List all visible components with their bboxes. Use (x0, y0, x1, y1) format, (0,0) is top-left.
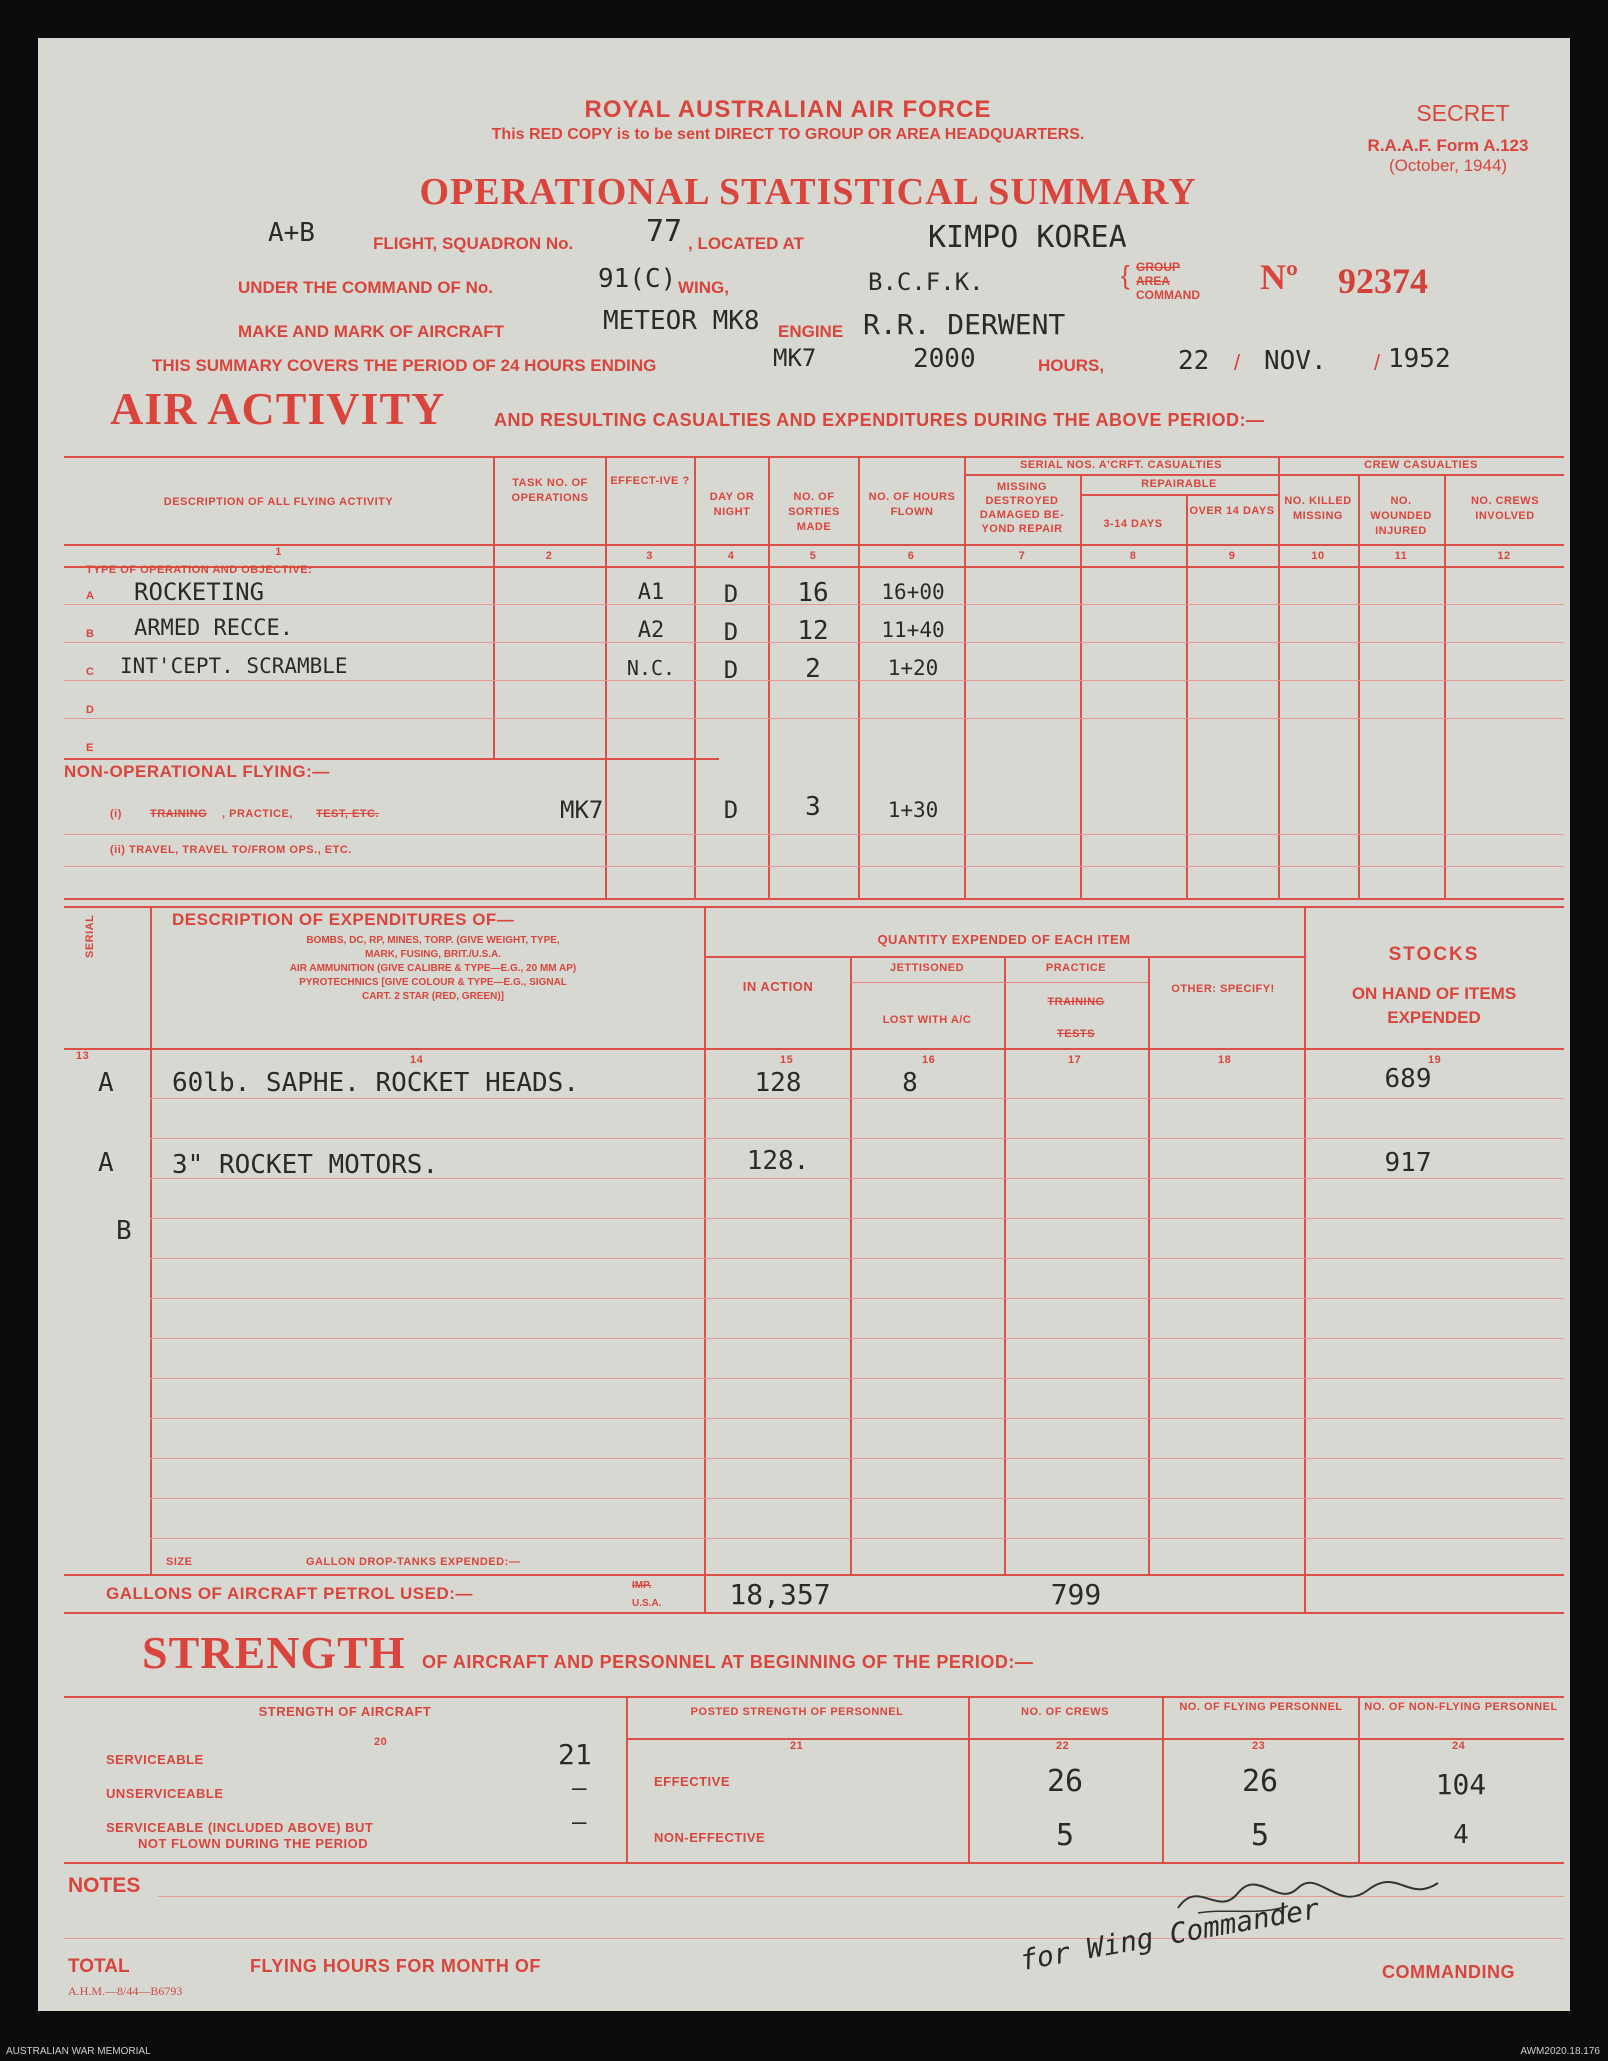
colnum-23: 23 (1252, 1740, 1266, 1752)
col-desc-header: DESCRIPTION OF ALL FLYING ACTIVITY (163, 496, 394, 508)
nonflying-header: NO. OF NON-FLYING PERSONNEL (1364, 1701, 1558, 1713)
date-slash-1: / (1234, 350, 1241, 375)
flight-value: A+B (268, 218, 315, 248)
form-sheet (38, 38, 1570, 2011)
located-value: KIMPO KOREA (928, 220, 1127, 255)
org-title: ROYAL AUSTRALIAN AIR FORCE (584, 96, 992, 123)
strength-header-rule (626, 1738, 1564, 1740)
strength-top (64, 1696, 1564, 1698)
effective-flying: 26 (1241, 1764, 1279, 1799)
hours-value: 2000 (913, 344, 976, 374)
non-effective-label: NON-EFFECTIVE (654, 1830, 766, 1845)
copy-note: This RED COPY is to be sent DIRECT TO GROUP OR AREA HEADQUARTERS. (491, 126, 1085, 143)
exp-desc-line: BOMBS, DC, RP, MINES, TORP. (GIVE WEIGHT, TYPE, (306, 935, 560, 946)
ledger-rule (150, 1498, 1564, 1499)
colnum-24: 24 (1452, 1740, 1466, 1752)
form-date: (October, 1944) (1388, 156, 1508, 175)
not-flown-value: — (572, 1808, 587, 1836)
exp-desc-line: MARK, FUSING, BRIT./U.S.A. (364, 949, 502, 960)
signature: for Wing Commander (1017, 1891, 1322, 1978)
command-type-label: COMMAND (1136, 288, 1200, 302)
day-value: 22 (1178, 346, 1210, 376)
nonop-rule (64, 834, 1564, 835)
crew-casualties-header: CREW CASUALTIES (1364, 459, 1478, 471)
ledger-rule (150, 1458, 1564, 1459)
in-action-header: IN ACTION (742, 979, 814, 994)
op-desc: ARMED RECCE. (134, 616, 293, 641)
nonop-day: D (723, 796, 739, 824)
ahm-code: A.H.M.—8/44—B6793 (68, 1984, 183, 1998)
notes-label: NOTES (68, 1874, 141, 1897)
flight-label: FLIGHT, SQUADRON No. (373, 234, 574, 253)
ledger-rule (150, 1338, 1564, 1339)
hours-label: HOURS, (1038, 356, 1105, 375)
op-day: D (723, 580, 739, 608)
engine-value: R.R. DERWENT (863, 308, 1066, 341)
exp-desc-line: AIR AMMUNITION (GIVE CALIBRE & TYPE—E.G., 20 MM AP) (289, 963, 577, 974)
colnum-10: 10 (1311, 550, 1325, 562)
wing-label: WING, (678, 278, 729, 297)
not-flown-label-2: NOT FLOWN DURING THE PERIOD (138, 1836, 369, 1851)
colnum-11: 11 (1394, 550, 1408, 562)
exp-desc-lines (168, 934, 698, 1004)
flying-header: NO. OF FLYING PERSONNEL (1179, 1701, 1343, 1713)
area-label: AREA (1136, 274, 1171, 288)
usa-label: U.S.A. (632, 1598, 662, 1609)
type-label: TYPE OF OPERATION AND OBJECTIVE: (86, 564, 313, 576)
exp-colnum-16: 16 (922, 1054, 936, 1066)
op-day: D (723, 656, 739, 684)
serial-casualties-header: SERIAL NOS. A'CRFT. CASUALTIES (1020, 459, 1222, 471)
colnum-3: 3 (646, 550, 653, 562)
serviceable-label: SERVICEABLE (106, 1752, 204, 1767)
exp-in-action: 128. (746, 1146, 810, 1176)
effective-crews: 26 (1046, 1764, 1084, 1799)
op-day: D (723, 618, 739, 646)
col-effective-header: EFFECT-IVE ? (610, 475, 690, 487)
colnum-5: 5 (809, 550, 817, 562)
crews-header: NO. OF CREWS (1021, 1706, 1109, 1718)
form-number: R.A.A.F. Form A.123 (1367, 136, 1529, 155)
exp-top-rule (64, 906, 1564, 908)
group-label: GROUP (1136, 260, 1181, 274)
op-effective: A1 (637, 580, 665, 605)
op-effective: A2 (637, 618, 665, 643)
jett-rule (850, 982, 1004, 983)
exp-desc: 60lb. SAPHE. ROCKET HEADS. (172, 1068, 579, 1098)
repair-rule (1080, 494, 1278, 496)
row-rule-d (64, 718, 1564, 719)
personnel-header: POSTED STRENGTH OF PERSONNEL (690, 1706, 904, 1718)
jettisoned-header: JETTISONED (889, 962, 965, 974)
exp-desc-line: PYROTECHNICS [GIVE COLOUR & TYPE—E.G., SIGNAL (299, 977, 567, 988)
ledger-rule (150, 1418, 1564, 1419)
exp-desc-title: DESCRIPTION OF EXPENDITURES OF— (172, 910, 515, 929)
command-value: B.C.F.K. (868, 268, 984, 296)
exp-header-bottom (64, 1048, 1564, 1050)
commanding-label: COMMANDING (1382, 1962, 1515, 1982)
exp-colnum-14: 14 (410, 1054, 424, 1066)
exp-colnum-15: 15 (780, 1054, 794, 1066)
month-value: NOV. (1264, 346, 1327, 376)
unserviceable-value: — (572, 1774, 587, 1802)
col-3-14-header: 3-14 DAYS (1103, 518, 1163, 530)
exp-desc: 3" ROCKET MOTORS. (172, 1150, 439, 1180)
ledger-rule (150, 1298, 1564, 1299)
exp-serial: A (98, 1068, 114, 1098)
total-hours-label: FLYING HOURS FOR MONTH OF (250, 1956, 541, 1976)
group-rule (964, 474, 1564, 476)
stocks-title: STOCKS (1388, 944, 1480, 965)
petrol-label: GALLONS OF AIRCRAFT PETROL USED:— (106, 1584, 473, 1603)
nonop-label: NON-OPERATIONAL FLYING:— (64, 762, 330, 781)
aircraft-label: MAKE AND MARK OF AIRCRAFT (238, 322, 504, 341)
op-hours: 16+00 (881, 580, 945, 604)
petrol-rule (64, 1574, 1564, 1576)
form-title: OPERATIONAL STATISTICAL SUMMARY (419, 171, 1197, 213)
op-hours: 11+40 (881, 618, 945, 642)
colnum-4: 4 (727, 550, 735, 562)
ledger-rule (150, 1138, 1564, 1139)
command-brace: { (1121, 260, 1130, 290)
serial-header: SERIAL (84, 914, 96, 958)
exp-serial: B (116, 1216, 132, 1246)
colnum-6: 6 (907, 550, 915, 562)
col-wounded-header: NO. WOUNDED INJURED (1370, 495, 1432, 537)
col-killed-header: NO. KILLED MISSING (1284, 495, 1352, 522)
op-desc: INT'CEPT. SCRAMBLE (120, 654, 348, 678)
exp-colnum-13: 13 (76, 1050, 90, 1062)
squadron-value: 77 (646, 214, 683, 249)
air-activity-subtitle: AND RESULTING CASUALTIES AND EXPENDITURES DURING THE ABOVE PERIOD:— (494, 410, 1265, 430)
col-sorties-header: NO. OF SORTIES MADE (788, 491, 840, 533)
nonop-ii: (ii) TRAVEL, TRAVEL TO/FROM OPS., ETC. (110, 844, 352, 856)
op-sorties: 2 (805, 654, 821, 684)
col-over14-header: OVER 14 DAYS (1189, 505, 1275, 517)
practice-header: PRACTICE (1045, 962, 1107, 974)
aircraft-strength-header: STRENGTH OF AIRCRAFT (258, 1704, 432, 1719)
practice-rule (1004, 982, 1148, 983)
colnum-12: 12 (1497, 550, 1511, 562)
v2 (605, 456, 607, 898)
exp-serial: A (98, 1148, 114, 1178)
petrol-practice: 799 (1050, 1578, 1102, 1611)
row-letter: D (86, 704, 95, 716)
exp-colnum-19: 19 (1428, 1054, 1442, 1066)
year-value: 1952 (1388, 344, 1451, 374)
engine-label: ENGINE (778, 322, 844, 341)
serial-number: 92374 (1338, 261, 1428, 301)
ledger-rule (150, 1218, 1564, 1219)
nonop-practice: , PRACTICE, (222, 808, 293, 820)
col-crews-header: NO. CREWS INVOLVED (1470, 495, 1540, 522)
period-label: THIS SUMMARY COVERS THE PERIOD OF 24 HOURS ENDING (152, 356, 657, 375)
number-sign: Nº (1260, 257, 1298, 297)
petrol-v2 (1304, 1574, 1306, 1612)
command-label: UNDER THE COMMAND OF No. (238, 278, 493, 297)
ev2 (704, 906, 706, 1574)
air-activity-title: AIR ACTIVITY (110, 383, 446, 434)
nonop-sorties: 3 (805, 792, 821, 822)
exp-colnum-18: 18 (1218, 1054, 1232, 1066)
total-label: TOTAL (68, 1956, 130, 1977)
row-letter: B (86, 628, 95, 640)
colnum-1: 1 (275, 546, 282, 558)
v5 (858, 456, 860, 898)
op-effective: N.C. (626, 656, 676, 680)
wing-value: 91(C) (598, 264, 677, 294)
petrol-v1 (704, 1574, 706, 1612)
nonop-note: MK7 (560, 796, 604, 824)
stocks-sub: ON HAND OF ITEMS EXPENDED (1351, 984, 1517, 1027)
colnum-8: 8 (1129, 550, 1137, 562)
secret-label: SECRET (1416, 100, 1510, 126)
exp-jettisoned: 8 (902, 1068, 918, 1098)
noneffective-crews: 5 (1055, 1818, 1075, 1853)
row-letter: A (86, 590, 95, 602)
notes-rule-2 (64, 1938, 1564, 1939)
archive-id: AWM2020.18.176 (1520, 2046, 1600, 2057)
op-sorties: 12 (797, 616, 829, 646)
col-day-header: DAY OR NIGHT (709, 491, 755, 518)
nonop-rule-2 (64, 866, 1564, 867)
row-letter: C (86, 666, 95, 678)
effective-label: EFFECTIVE (654, 1774, 731, 1789)
ops-bottom-rule (64, 758, 719, 760)
effective-nonflying: 104 (1435, 1768, 1487, 1801)
imp-label: IMP. (632, 1580, 652, 1591)
v1 (493, 456, 495, 758)
ev1 (150, 906, 152, 1574)
ledger-rule (150, 1538, 1564, 1539)
exp-desc-line: CART. 2 STAR (RED, GREEN)] (361, 991, 505, 1002)
noneffective-nonflying: 4 (1453, 1820, 1469, 1850)
colnum-2: 2 (545, 550, 553, 562)
archive-credit: AUSTRALIAN WAR MEMORIAL (6, 2046, 151, 2057)
colnum-20: 20 (374, 1736, 388, 1748)
op-desc: ROCKETING (134, 578, 265, 606)
row-letter: E (86, 742, 94, 754)
col-hours-header: NO. OF HOURS FLOWN (868, 491, 956, 518)
strength-bottom (64, 1862, 1564, 1864)
colnum-21: 21 (790, 1740, 804, 1752)
other-header: OTHER: SPECIFY! (1171, 983, 1275, 995)
colnum-9: 9 (1228, 550, 1236, 562)
col-missing-header: MISSING DESTROYED DAMAGED BE-YOND REPAIR (979, 481, 1065, 535)
nonop-training: TRAINING (150, 808, 208, 820)
date-slash-2: / (1374, 350, 1381, 375)
op-sorties: 16 (797, 578, 829, 608)
table-top-rule (64, 456, 1564, 458)
strength-title: STRENGTH (142, 1627, 406, 1678)
not-flown-label-1: SERVICEABLE (INCLUDED ABOVE) BUT (106, 1820, 374, 1835)
qty-header: QUANTITY EXPENDED OF EACH ITEM (877, 932, 1131, 947)
nonop-test: TEST, ETC. (316, 808, 380, 820)
colnum-22: 22 (1056, 1740, 1070, 1752)
serviceable-value: 21 (558, 1738, 592, 1771)
strength-subtitle: OF AIRCRAFT AND PERSONNEL AT BEGINNING OF THE PERIOD:— (422, 1652, 1034, 1672)
ledger-rule (150, 1258, 1564, 1259)
period-note: MK7 (773, 344, 817, 372)
petrol-bottom (64, 1612, 1564, 1614)
col-task-header: TASK NO. OF OPERATIONS (511, 477, 589, 504)
op-hours: 1+20 (887, 656, 939, 680)
exp-stocks: 689 (1384, 1064, 1432, 1094)
activity-bottom-rule (64, 898, 1564, 900)
ledger-rule (150, 1098, 1564, 1099)
unserviceable-label: UNSERVICEABLE (106, 1786, 224, 1801)
lost-header: LOST WITH A/C (882, 1014, 972, 1026)
training-header: TRAINING (1047, 996, 1105, 1008)
droptank-label: GALLON DROP-TANKS EXPENDED:— (306, 1556, 521, 1568)
size-label: SIZE (166, 1556, 193, 1568)
sv1 (626, 1696, 628, 1862)
aircraft-value: METEOR MK8 (603, 306, 760, 336)
exp-in-action: 128 (754, 1068, 802, 1098)
noneffective-flying: 5 (1250, 1818, 1270, 1853)
exp-colnum-17: 17 (1068, 1054, 1082, 1066)
located-label: , LOCATED AT (688, 234, 804, 253)
exp-stocks: 917 (1384, 1148, 1432, 1178)
tests-header: TESTS (1057, 1028, 1095, 1040)
repairable-header: REPAIRABLE (1141, 478, 1217, 490)
ev6 (1304, 906, 1306, 1574)
nonop-hours: 1+30 (887, 798, 939, 822)
qty-rule (704, 956, 1304, 958)
ledger-rule (150, 1378, 1564, 1379)
colnum-7: 7 (1018, 550, 1026, 562)
nonop-i-prefix: (i) (110, 808, 122, 820)
petrol-action: 18,357 (729, 1578, 831, 1611)
